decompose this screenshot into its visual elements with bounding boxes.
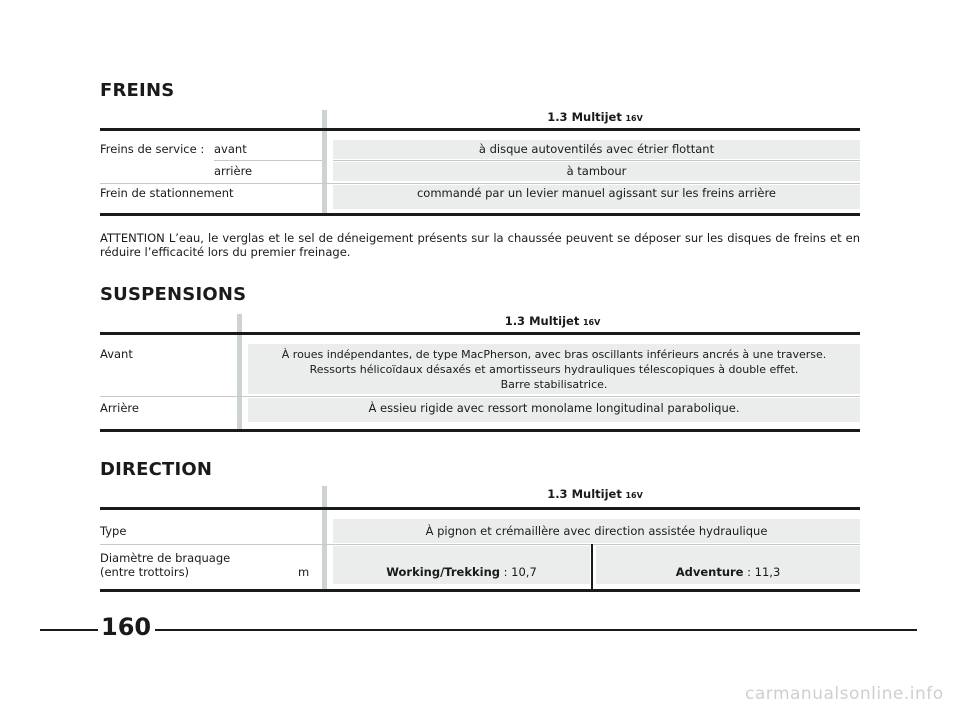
direction-variant2-name: Adventure bbox=[675, 565, 744, 579]
direction-model-header bbox=[330, 488, 860, 502]
direction-variant2-value: : 11,3 bbox=[747, 565, 781, 579]
suspensions-row1-label: Avant bbox=[100, 347, 133, 361]
suspensions-row2-value: À essieu rigide avec ressort monolame longitudinal parabolique. bbox=[368, 401, 740, 415]
freins-row2-sub: arrière bbox=[214, 164, 253, 178]
freins-model-name: 1.3 Multijet bbox=[547, 110, 622, 124]
suspensions-row2-label: Arrière bbox=[100, 401, 139, 415]
direction-footer-rule bbox=[100, 589, 860, 592]
freins-footer-rule bbox=[100, 213, 860, 216]
direction-column-divider bbox=[322, 486, 327, 590]
direction-variant1 bbox=[333, 566, 590, 579]
freins-column-divider bbox=[322, 110, 327, 216]
freins-row2-value: à tambour bbox=[566, 164, 627, 178]
direction-row1-rule bbox=[100, 544, 860, 545]
suspensions-row1-rule bbox=[100, 396, 860, 397]
direction-title: DIRECTION bbox=[100, 459, 213, 480]
direction-row2-unit: m bbox=[298, 565, 310, 579]
direction-variant-divider bbox=[591, 544, 593, 591]
suspensions-row1-line3: Barre stabilisatrice. bbox=[500, 378, 608, 391]
suspensions-title: SUSPENSIONS bbox=[100, 284, 247, 305]
suspensions-row1-line2: Ressorts hélicoïdaux désaxés et amortisseurs hydrauliques télescopiques à double effet. bbox=[309, 363, 799, 376]
direction-header-rule bbox=[100, 507, 860, 510]
freins-model-header bbox=[330, 111, 860, 125]
freins-row1-label: Freins de service : bbox=[100, 142, 205, 156]
freins-row1-value: à disque autoventilés avec étrier flottant bbox=[478, 142, 715, 156]
direction-model-name: 1.3 Multijet bbox=[547, 487, 622, 501]
suspensions-footer-rule bbox=[100, 429, 860, 432]
direction-row2-label-line2: (entre trottoirs) bbox=[100, 565, 190, 579]
freins-row2-rule bbox=[100, 183, 860, 184]
suspensions-row1-line1: À roues indépendantes, de type MacPherson, avec bras oscillants inférieurs ancrés à une traverse. bbox=[281, 348, 827, 361]
freins-row1-rule-left bbox=[214, 160, 322, 161]
footer-rule-right bbox=[155, 629, 917, 631]
suspensions-model-name: 1.3 Multijet bbox=[504, 314, 580, 328]
suspensions-model-suffix: 16V bbox=[582, 318, 601, 327]
freins-attention-note: ATTENTION L’eau, le verglas et le sel de déneigement présents sur la chaussée peuvent se déposer sur les disques de freins et en réduire l’efficacité lors du premier freinage. bbox=[100, 231, 860, 259]
page-number: 160 bbox=[101, 613, 152, 641]
direction-row2-label-line1: Diamètre de braquage bbox=[100, 551, 231, 565]
freins-row3-label: Frein de stationnement bbox=[100, 186, 234, 200]
freins-row3-value: commandé par un levier manuel agissant sur les freins arrière bbox=[416, 186, 777, 200]
suspensions-model-header bbox=[245, 315, 860, 329]
suspensions-header-rule bbox=[100, 332, 860, 335]
freins-row1-rule-right bbox=[333, 160, 860, 161]
direction-row1-label: Type bbox=[100, 524, 127, 538]
freins-header-rule bbox=[100, 128, 860, 131]
watermark-text: carmanualsonline.info bbox=[745, 684, 944, 704]
footer-rule-left bbox=[40, 629, 98, 631]
freins-model-suffix: 16V bbox=[625, 114, 643, 123]
direction-row1-value: À pignon et crémaillère avec direction assistée hydraulique bbox=[425, 524, 768, 538]
direction-variant1-value: : 10,7 bbox=[503, 565, 537, 579]
direction-variant2 bbox=[596, 566, 860, 579]
direction-model-suffix: 16V bbox=[625, 491, 643, 500]
freins-row1-sub: avant bbox=[214, 142, 247, 156]
freins-title: FREINS bbox=[100, 80, 175, 101]
direction-variant1-name: Working/Trekking bbox=[386, 565, 500, 579]
